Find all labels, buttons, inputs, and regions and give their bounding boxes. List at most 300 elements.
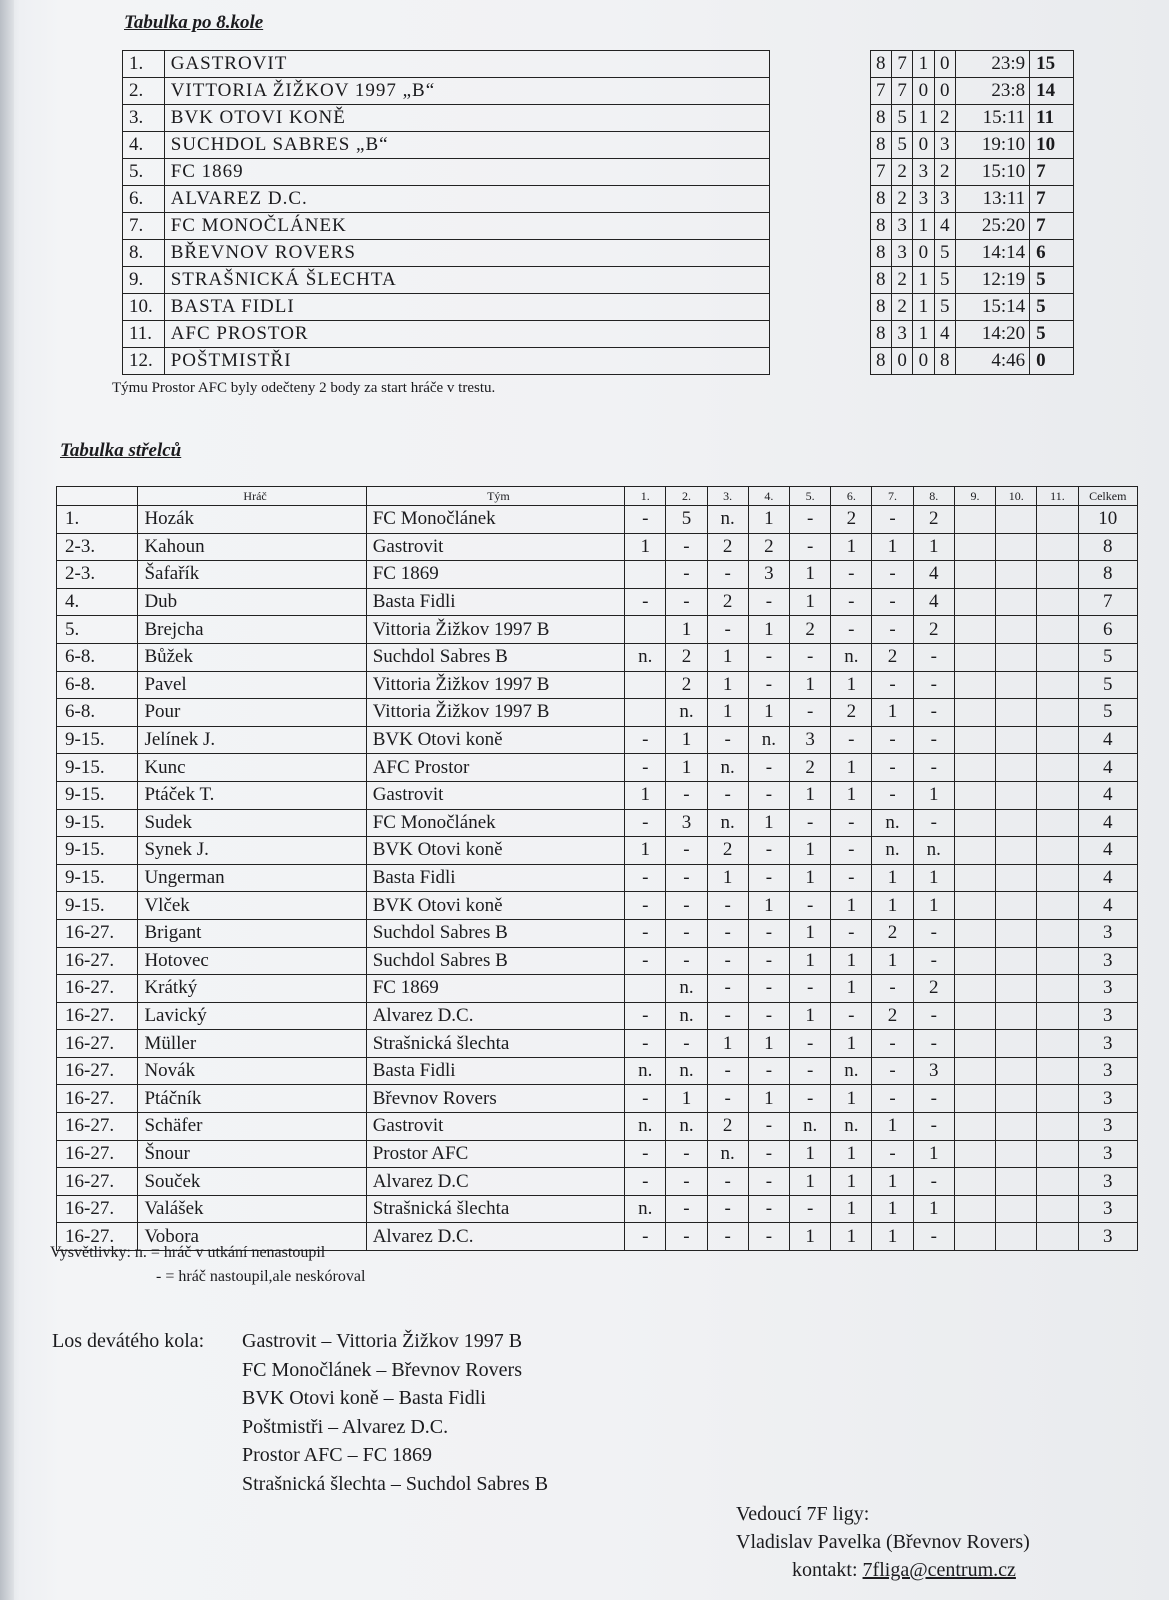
scorer-row <box>57 1002 1138 1030</box>
scorer-round-goals <box>996 1168 1037 1196</box>
standings-score: 14:20 <box>955 321 1029 348</box>
standings-score: 15:14 <box>955 294 1029 321</box>
scorer-rank: 2-3. <box>57 533 138 561</box>
scorer-round-goals: 1 <box>831 1140 872 1168</box>
standings-losses: 4 <box>934 213 955 240</box>
scorer-name: Synek J. <box>138 837 366 865</box>
scorer-round-goals: 1 <box>872 1195 913 1223</box>
header-round: 7. <box>872 487 913 506</box>
scorer-name: Kahoun <box>138 533 366 561</box>
scorer-team: Gastrovit <box>366 533 624 561</box>
scorer-team: Basta Fidli <box>366 1057 624 1085</box>
scorer-row <box>57 1195 1138 1223</box>
scorer-round-goals <box>996 533 1037 561</box>
standings-draws: 1 <box>913 321 934 348</box>
scorer-team: Prostor AFC <box>366 1140 624 1168</box>
scorer-round-goals <box>996 1057 1037 1085</box>
scorer-round-goals: - <box>748 1223 789 1251</box>
scorer-round-goals: - <box>913 1223 954 1251</box>
header-round: 11. <box>1037 487 1078 506</box>
header-round: 3. <box>707 487 748 506</box>
scorer-rank: 16-27. <box>57 947 138 975</box>
standings-losses: 5 <box>934 267 955 294</box>
scorer-rank: 16-27. <box>57 919 138 947</box>
scorer-rank: 9-15. <box>57 864 138 892</box>
scorer-round-goals <box>954 892 995 920</box>
scorer-rank: 16-27. <box>57 1195 138 1223</box>
scorer-round-goals <box>996 1223 1037 1251</box>
scorer-row <box>57 1085 1138 1113</box>
scorer-round-goals <box>625 616 666 644</box>
standings-played: 7 <box>870 159 891 186</box>
standings-row <box>123 105 1074 132</box>
scorer-round-goals: 2 <box>707 533 748 561</box>
scorer-name: Pavel <box>138 671 366 699</box>
scorer-round-goals: - <box>707 1057 748 1085</box>
scorer-team: Alvarez D.C. <box>366 1223 624 1251</box>
standings-team: SUCHDOL SABRES „B“ <box>164 132 769 159</box>
scorer-round-goals: 2 <box>666 671 707 699</box>
scorer-round-goals <box>1037 754 1078 782</box>
scorer-round-goals: - <box>666 533 707 561</box>
standings-played: 8 <box>870 348 891 375</box>
standings-losses: 2 <box>934 105 955 132</box>
scorer-round-goals <box>996 506 1037 534</box>
scorer-round-goals: 1 <box>831 975 872 1003</box>
standings-points: 14 <box>1030 78 1074 105</box>
scorer-round-goals: - <box>625 1168 666 1196</box>
scorer-round-goals <box>1037 864 1078 892</box>
scorer-name: Jelínek J. <box>138 726 366 754</box>
scorer-round-goals: 1 <box>790 837 831 865</box>
binding-edge <box>0 0 14 1600</box>
header-round: 10. <box>996 487 1037 506</box>
legend-text-1: hráč v utkání nenastoupil <box>163 1244 326 1261</box>
scorer-total: 8 <box>1078 533 1137 561</box>
standings-wins: 3 <box>891 213 912 240</box>
scorer-round-goals <box>954 726 995 754</box>
scorer-round-goals: - <box>625 809 666 837</box>
scorer-rank: 16-27. <box>57 1002 138 1030</box>
scorer-round-goals: 1 <box>790 947 831 975</box>
standings-score: 14:14 <box>955 240 1029 267</box>
scorer-row <box>57 919 1138 947</box>
scorer-team: Suchdol Sabres B <box>366 947 624 975</box>
standings-points: 7 <box>1030 213 1074 240</box>
scorer-round-goals: n. <box>666 699 707 727</box>
standings-draws: 1 <box>913 213 934 240</box>
scorer-round-goals: 1 <box>790 1140 831 1168</box>
standings-row <box>123 186 1074 213</box>
scorer-round-goals: - <box>872 588 913 616</box>
scorer-round-goals <box>1037 781 1078 809</box>
standings-points: 15 <box>1030 51 1074 78</box>
scorer-row <box>57 699 1138 727</box>
scorer-round-goals: - <box>790 892 831 920</box>
scorer-round-goals: - <box>748 975 789 1003</box>
scorer-round-goals <box>1037 643 1078 671</box>
standings-position: 5. <box>123 159 165 186</box>
standings-draws: 3 <box>913 159 934 186</box>
fixture-item: Gastrovit – Vittoria Žižkov 1997 B <box>242 1330 523 1352</box>
scorer-team: BVK Otovi koně <box>366 892 624 920</box>
scorer-round-goals: 1 <box>831 781 872 809</box>
scorer-rank: 16-27. <box>57 975 138 1003</box>
scorer-round-goals: 1 <box>831 754 872 782</box>
standings-wins: 2 <box>891 186 912 213</box>
scorer-round-goals: 1 <box>790 781 831 809</box>
scorer-round-goals: - <box>790 533 831 561</box>
standings-losses: 2 <box>934 159 955 186</box>
scorer-round-goals <box>1037 1085 1078 1113</box>
scorer-round-goals: 1 <box>666 754 707 782</box>
scorer-round-goals: - <box>831 919 872 947</box>
scorer-round-goals: 1 <box>707 864 748 892</box>
scorer-round-goals: 2 <box>707 588 748 616</box>
scorer-team: Basta Fidli <box>366 864 624 892</box>
header-player: Hráč <box>138 487 366 506</box>
scorer-rank: 16-27. <box>57 1140 138 1168</box>
scorer-team: Gastrovit <box>366 781 624 809</box>
header-round: 4. <box>748 487 789 506</box>
scorer-round-goals: - <box>707 1085 748 1113</box>
scorer-round-goals: 1 <box>790 1223 831 1251</box>
scorer-round-goals <box>1037 616 1078 644</box>
scorer-round-goals <box>625 561 666 589</box>
scorer-round-goals: - <box>625 1140 666 1168</box>
standings-row <box>123 78 1074 105</box>
standings-team: POŠTMISTŘI <box>164 348 769 375</box>
standings-row <box>123 294 1074 321</box>
scorer-round-goals <box>996 781 1037 809</box>
scorer-round-goals: 1 <box>872 947 913 975</box>
scorer-round-goals: - <box>913 671 954 699</box>
scorer-round-goals: n. <box>707 754 748 782</box>
scorer-round-goals: - <box>790 699 831 727</box>
scorer-round-goals: - <box>872 671 913 699</box>
scorer-round-goals: - <box>707 1223 748 1251</box>
standings-spacer <box>769 159 870 186</box>
scorers-table <box>56 486 1138 1251</box>
scorer-round-goals: - <box>748 1113 789 1141</box>
scorer-team: Basta Fidli <box>366 588 624 616</box>
standings-position: 7. <box>123 213 165 240</box>
scorer-row <box>57 892 1138 920</box>
scorer-round-goals: 2 <box>748 533 789 561</box>
scorer-total: 6 <box>1078 616 1137 644</box>
scorer-round-goals: - <box>625 1002 666 1030</box>
scorer-round-goals: - <box>872 754 913 782</box>
header-total: Celkem <box>1078 487 1137 506</box>
standings-played: 8 <box>870 294 891 321</box>
standings-losses: 3 <box>934 132 955 159</box>
contact-email[interactable]: 7fliga@centrum.cz <box>862 1559 1016 1581</box>
scorer-round-goals: - <box>748 1140 789 1168</box>
standings-draws: 1 <box>913 105 934 132</box>
scorer-name: Krátký <box>138 975 366 1003</box>
scorer-round-goals: 1 <box>913 1140 954 1168</box>
standings-played: 8 <box>870 267 891 294</box>
scorer-team: Břevnov Rovers <box>366 1085 624 1113</box>
scorer-total: 5 <box>1078 671 1137 699</box>
scorer-round-goals: 1 <box>707 699 748 727</box>
scorer-row <box>57 1057 1138 1085</box>
scorer-round-goals: - <box>625 864 666 892</box>
scorer-name: Souček <box>138 1168 366 1196</box>
scorer-round-goals: n. <box>625 1195 666 1223</box>
scorer-round-goals: 1 <box>748 809 789 837</box>
standings-losses: 0 <box>934 78 955 105</box>
scorer-round-goals: - <box>625 506 666 534</box>
standings-team: STRAŠNICKÁ ŠLECHTA <box>164 267 769 294</box>
scorer-round-goals: - <box>666 947 707 975</box>
scorer-round-goals <box>954 864 995 892</box>
standings-draws: 0 <box>913 348 934 375</box>
scorers-header-row <box>57 487 1138 506</box>
scorer-name: Ungerman <box>138 864 366 892</box>
standings-row <box>123 267 1074 294</box>
standings-points: 7 <box>1030 159 1074 186</box>
scorer-round-goals <box>996 726 1037 754</box>
scorer-round-goals: - <box>872 726 913 754</box>
scorer-row <box>57 616 1138 644</box>
scorer-round-goals <box>954 975 995 1003</box>
scorer-team: Strašnická šlechta <box>366 1195 624 1223</box>
scorer-team: Gastrovit <box>366 1113 624 1141</box>
scorer-total: 4 <box>1078 781 1137 809</box>
scorer-team: Strašnická šlechta <box>366 1030 624 1058</box>
scorer-name: Šnour <box>138 1140 366 1168</box>
scorer-round-goals <box>996 864 1037 892</box>
scorer-round-goals <box>625 975 666 1003</box>
scorer-name: Brejcha <box>138 616 366 644</box>
contact-label: kontakt: <box>792 1559 858 1581</box>
scorer-round-goals: - <box>707 1168 748 1196</box>
standings-spacer <box>769 186 870 213</box>
standings-score: 12:19 <box>955 267 1029 294</box>
scorer-round-goals: - <box>913 1030 954 1058</box>
scorer-team: Vittoria Žižkov 1997 B <box>366 671 624 699</box>
standings-team: AFC PROSTOR <box>164 321 769 348</box>
scorer-round-goals: - <box>748 864 789 892</box>
scorer-name: Hozák <box>138 506 366 534</box>
scorer-total: 4 <box>1078 754 1137 782</box>
scorer-round-goals: - <box>707 947 748 975</box>
scorer-name: Vlček <box>138 892 366 920</box>
scorer-row <box>57 1030 1138 1058</box>
scorer-round-goals <box>1037 1002 1078 1030</box>
scorer-round-goals <box>996 1113 1037 1141</box>
scorer-round-goals <box>954 754 995 782</box>
scorer-round-goals: 1 <box>707 1030 748 1058</box>
scorer-row <box>57 588 1138 616</box>
scorer-round-goals <box>1037 975 1078 1003</box>
scorer-round-goals <box>1037 1223 1078 1251</box>
scorer-round-goals: - <box>872 561 913 589</box>
standings-draws: 0 <box>913 132 934 159</box>
scorer-total: 4 <box>1078 837 1137 865</box>
standings-played: 8 <box>870 240 891 267</box>
scorer-round-goals: - <box>872 1085 913 1113</box>
scorer-round-goals: 3 <box>913 1057 954 1085</box>
standings-wins: 0 <box>891 348 912 375</box>
scorer-round-goals: n. <box>872 809 913 837</box>
scorer-round-goals: 1 <box>748 506 789 534</box>
scorer-round-goals: 2 <box>790 754 831 782</box>
scorer-round-goals: - <box>748 919 789 947</box>
scorer-round-goals: 2 <box>831 699 872 727</box>
standings-position: 11. <box>123 321 165 348</box>
scorer-name: Bůžek <box>138 643 366 671</box>
scorer-rank: 4. <box>57 588 138 616</box>
standings-played: 8 <box>870 186 891 213</box>
scorer-round-goals: - <box>790 1030 831 1058</box>
scorer-round-goals: 1 <box>913 781 954 809</box>
scorer-round-goals <box>1037 837 1078 865</box>
standings-draws: 0 <box>913 78 934 105</box>
scorer-name: Müller <box>138 1030 366 1058</box>
scorer-name: Pour <box>138 699 366 727</box>
scorer-round-goals <box>996 671 1037 699</box>
scorer-round-goals: 1 <box>872 892 913 920</box>
scorers-title: Tabulka střelců <box>60 440 182 461</box>
scorer-round-goals: 1 <box>790 561 831 589</box>
standings-row <box>123 132 1074 159</box>
scorer-round-goals: - <box>831 837 872 865</box>
scorer-round-goals: 1 <box>790 1168 831 1196</box>
scorer-round-goals: - <box>748 643 789 671</box>
scorer-round-goals: - <box>666 1140 707 1168</box>
scorer-round-goals: 1 <box>831 671 872 699</box>
scorer-round-goals <box>996 1030 1037 1058</box>
standings-wins: 7 <box>891 51 912 78</box>
scorer-round-goals: n. <box>625 1057 666 1085</box>
scorer-round-goals: - <box>625 726 666 754</box>
legend <box>50 1244 325 1262</box>
scorer-round-goals <box>954 1113 995 1141</box>
scorer-round-goals <box>625 671 666 699</box>
scorer-round-goals: - <box>666 561 707 589</box>
scorer-round-goals: n. <box>707 809 748 837</box>
scorer-round-goals <box>954 1195 995 1223</box>
scorer-round-goals: 2 <box>790 616 831 644</box>
scorer-round-goals: - <box>625 588 666 616</box>
standings-row <box>123 321 1074 348</box>
scorer-round-goals <box>1037 1030 1078 1058</box>
standings-team: BVK OTOVI KONĚ <box>164 105 769 132</box>
scorer-round-goals <box>996 947 1037 975</box>
standings-row <box>123 213 1074 240</box>
scorer-round-goals: 2 <box>913 616 954 644</box>
scorer-team: FC 1869 <box>366 561 624 589</box>
legend-line-2 <box>156 1268 365 1286</box>
scorer-round-goals: 2 <box>831 506 872 534</box>
scorer-total: 3 <box>1078 947 1137 975</box>
standings-table <box>122 50 1074 375</box>
scorer-total: 3 <box>1078 1140 1137 1168</box>
scorer-round-goals: 4 <box>913 588 954 616</box>
scorer-round-goals: - <box>625 1030 666 1058</box>
scorer-round-goals: - <box>707 616 748 644</box>
contact-block <box>736 1500 1030 1584</box>
scorer-round-goals: n. <box>707 1140 748 1168</box>
scorer-round-goals: 3 <box>790 726 831 754</box>
scorer-round-goals <box>996 561 1037 589</box>
scorer-round-goals: - <box>666 588 707 616</box>
scorer-round-goals: 1 <box>748 1085 789 1113</box>
scorer-round-goals <box>954 1002 995 1030</box>
scorer-round-goals: - <box>913 919 954 947</box>
scorer-rank: 16-27. <box>57 1223 138 1251</box>
fixtures-label: Los devátého kola: <box>52 1330 205 1352</box>
scorer-round-goals: n. <box>666 1113 707 1141</box>
scorer-round-goals <box>996 1002 1037 1030</box>
scorer-round-goals <box>996 643 1037 671</box>
scorer-round-goals <box>1037 1140 1078 1168</box>
scorer-total: 3 <box>1078 1002 1137 1030</box>
scorer-row <box>57 975 1138 1003</box>
header-round: 8. <box>913 487 954 506</box>
standings-points: 5 <box>1030 267 1074 294</box>
scorer-total: 3 <box>1078 1195 1137 1223</box>
scorer-rank: 6-8. <box>57 643 138 671</box>
scorer-round-goals <box>996 809 1037 837</box>
scorer-total: 3 <box>1078 1085 1137 1113</box>
standings-played: 8 <box>870 321 891 348</box>
scorer-row <box>57 837 1138 865</box>
scorer-name: Sudek <box>138 809 366 837</box>
scorer-round-goals: - <box>913 1168 954 1196</box>
scorer-round-goals <box>996 754 1037 782</box>
scorer-round-goals <box>1037 1057 1078 1085</box>
scorer-round-goals: 1 <box>625 781 666 809</box>
header-round: 5. <box>790 487 831 506</box>
scorer-round-goals: 1 <box>625 837 666 865</box>
standings-losses: 8 <box>934 348 955 375</box>
scorer-round-goals: - <box>666 837 707 865</box>
scorer-name: Brigant <box>138 919 366 947</box>
scorer-team: Suchdol Sabres B <box>366 643 624 671</box>
scorer-round-goals: - <box>872 506 913 534</box>
scorer-round-goals: n. <box>625 643 666 671</box>
scorer-round-goals: 1 <box>913 1195 954 1223</box>
scorer-round-goals <box>1037 1113 1078 1141</box>
standings-team: ALVAREZ D.C. <box>164 186 769 213</box>
scorer-rank: 9-15. <box>57 809 138 837</box>
scorer-round-goals <box>954 1223 995 1251</box>
scorer-round-goals <box>996 1195 1037 1223</box>
scorer-round-goals: 2 <box>872 919 913 947</box>
scorer-round-goals: - <box>707 561 748 589</box>
scorer-name: Ptáčník <box>138 1085 366 1113</box>
scorer-rank: 16-27. <box>57 1113 138 1141</box>
scorer-rank: 5. <box>57 616 138 644</box>
contact-name: Vladislav Pavelka (Břevnov Rovers) <box>736 1531 1030 1553</box>
standings-wins: 7 <box>891 78 912 105</box>
scorer-total: 10 <box>1078 506 1137 534</box>
scorer-round-goals: 1 <box>913 533 954 561</box>
scorer-total: 3 <box>1078 1113 1137 1141</box>
scorer-round-goals: n. <box>666 1002 707 1030</box>
standings-row <box>123 348 1074 375</box>
standings-position: 4. <box>123 132 165 159</box>
standings-wins: 2 <box>891 294 912 321</box>
scorer-round-goals <box>954 643 995 671</box>
scorer-round-goals: 1 <box>831 533 872 561</box>
standings-losses: 0 <box>934 51 955 78</box>
scorer-round-goals: - <box>666 1168 707 1196</box>
scorer-row <box>57 809 1138 837</box>
